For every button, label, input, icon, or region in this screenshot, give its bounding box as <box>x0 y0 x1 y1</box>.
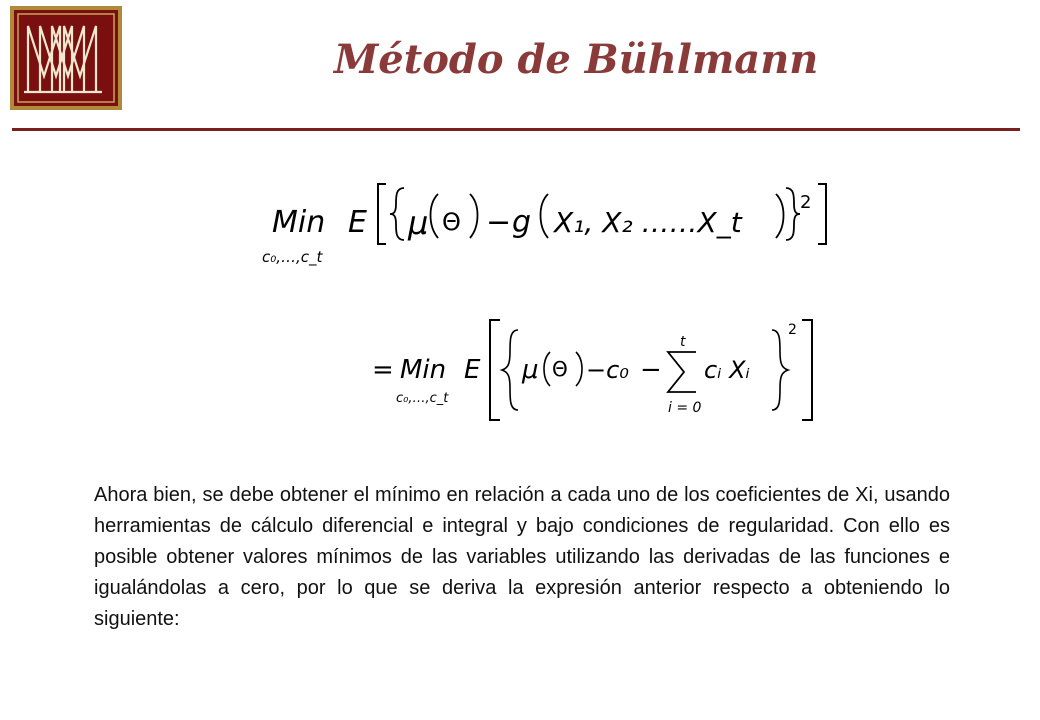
eq1-args-open-paren <box>541 194 549 238</box>
eq1-min: Min <box>272 205 326 240</box>
eq1-min-subscript: c₀,…,c_t <box>262 248 323 266</box>
eq2-theta-open-paren <box>544 352 550 386</box>
eq2-exponent: 2 <box>788 322 797 338</box>
eq2-left-square-bracket <box>490 320 500 420</box>
eq1-exponent: 2 <box>800 192 812 213</box>
equation-1 <box>262 184 826 267</box>
eq2-sum-lower-limit: i = 0 <box>668 400 702 416</box>
eq2-expectation: E <box>464 355 481 385</box>
body-paragraph: Ahora bien, se debe obtener el mínimo en relación a cada uno de los coeficientes de Xi, usando herramientas de cálculo diferencial e integral y bajo condiciones de regularidad. Con ello es posible obtener valores mínimos de las variables utilizando las derivadas de las funciones e igualándolas a cero, por lo que se deriva la expresión anterior respecto a obteniendo lo siguiente: <box>94 484 950 630</box>
eq1-left-square-bracket <box>378 184 386 244</box>
eq2-min-subscript: c₀,…,c_t <box>396 391 449 406</box>
eq2-left-curly-brace <box>502 330 518 410</box>
eq2-minus: − <box>640 355 662 385</box>
eq2-c0-term: −c₀ <box>586 356 629 384</box>
eq2-equals: = <box>372 355 394 385</box>
eq2-sum-upper-limit: t <box>680 334 686 350</box>
eq2-theta-close-paren <box>576 352 582 386</box>
eq1-args-close-paren <box>776 194 784 238</box>
eq1-g: g <box>512 205 532 240</box>
eq1-theta: Θ <box>442 208 461 236</box>
eq1-left-curly-brace <box>390 188 404 240</box>
eq2-mu: μ <box>522 355 539 385</box>
eq2-theta: Θ <box>552 357 568 381</box>
eq1-expectation: E <box>348 205 367 240</box>
eq2-sum-term: cᵢ Xᵢ <box>704 356 750 384</box>
eq1-theta-open-paren <box>431 194 439 238</box>
eq1-right-square-bracket <box>818 184 826 244</box>
eq1-arguments: X₁, X₂ ……X_t <box>554 206 742 239</box>
eq1-right-curly-brace <box>786 188 800 240</box>
slide-title: Método de Bühlmann <box>334 36 819 83</box>
eq1-theta-close-paren <box>470 194 478 238</box>
eq2-summation-sign <box>668 352 696 392</box>
eq2-right-square-bracket <box>802 320 812 420</box>
eq2-right-curly-brace <box>772 330 788 410</box>
eq1-mu: μ <box>408 204 429 242</box>
eq2-min: Min <box>400 355 447 385</box>
eq1-minus: − <box>486 205 512 240</box>
equation-2 <box>372 320 812 420</box>
